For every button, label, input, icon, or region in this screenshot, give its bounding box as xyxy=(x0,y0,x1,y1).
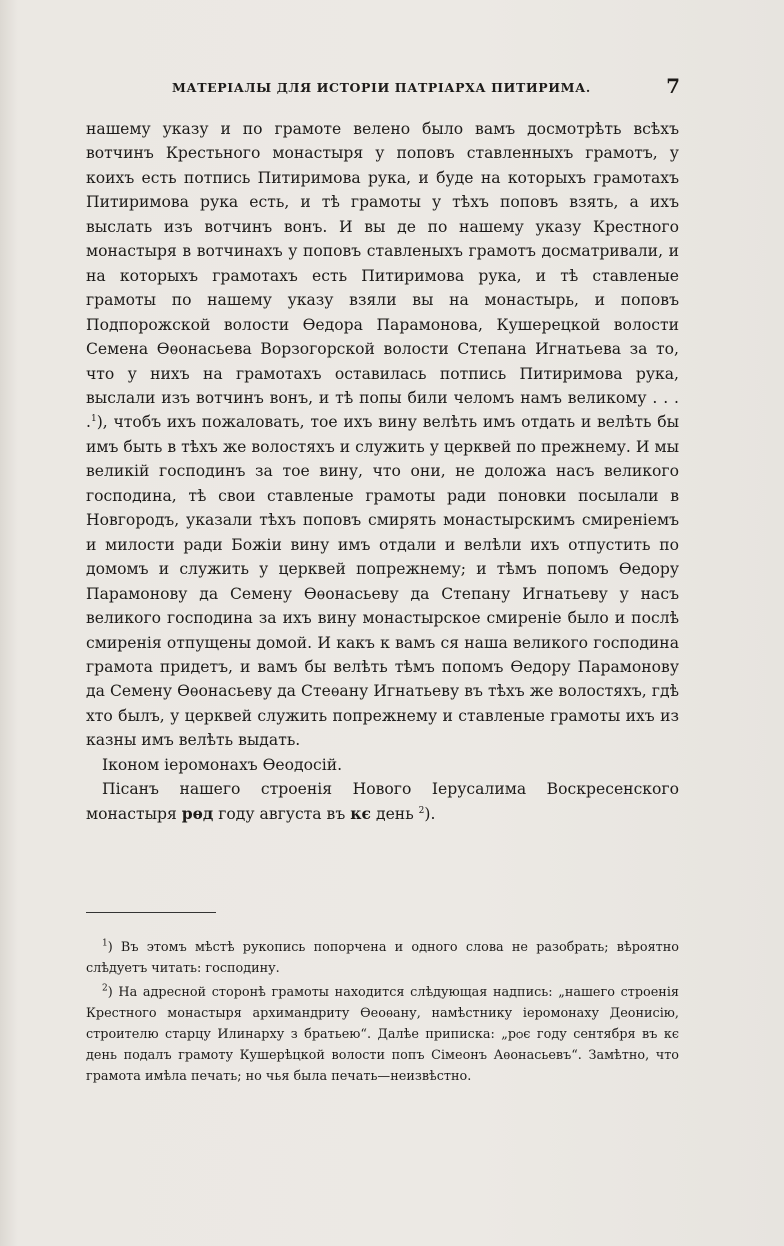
signature-line xyxy=(86,753,679,777)
footnote-1 xyxy=(86,937,679,979)
signature-text: Іконом іеромонахъ Ѳеодосій. xyxy=(102,755,343,774)
paragraph-text: ), чтобъ ихъ пожаловать, тое ихъ вину велѣть имъ отдать и велѣть бы имъ быть в тѣхъ же волостяхъ и служить у церквей по прежнему. И мы великій господинъ за тое вину, что они, не доложа насъ великого господина, тѣ свои ставленые грамоты ради поновки посылали в Новгородъ, указали тѣхъ поповъ смирять монастырскимъ смиреніемъ и милости ради Божіи вину имъ отдали и велѣли ихъ отпустить по домомъ и служить у церквей попрежнему; и тѣмъ попомъ Ѳедору Парамонову да Семену Ѳѳонасьеву да Степану Игнатьеву у насъ великого господина за ихъ вину монастырское смиреніе было и послѣ смиренія отпущены домой. И какъ к вамъ ся наша великого господина грамота придетъ, и вамъ бы велѣть тѣмъ попомъ Ѳедору Парамонову да Семену Ѳѳонасьеву да Стеѳану Игнатьеву въ тѣхъ же волостяхъ, гдѣ хто былъ, у церквей служить попрежнему и ставленые грамоты ихъ из казны имъ велѣть выдать. xyxy=(86,413,679,750)
page-number: 7 xyxy=(666,74,680,98)
footnote-text: ) На адресной сторонѣ грамоты находится слѣдующая надпись: „нашего строенія Крестного монастыря архимандриту Ѳеоѳану, намѣстнику іеромонаху Деонисію, строителю старцу Илинарху з братьею“. Далѣе приписка: „рѻє году сентября въ кє день подалъ грамоту Кушерѣцкой волости попъ Сімеонъ Аѳонасьевъ“. Замѣтно, что грамота имѣла печать; но чья была печать—неизвѣстно. xyxy=(86,985,679,1084)
running-title: МАТЕРІАЛЫ ДЛЯ ИСТОРІИ ПАТРІАРХА ПИТИРИМА. xyxy=(172,80,591,95)
dating-text: году августа въ xyxy=(218,804,346,823)
page-header xyxy=(60,74,686,104)
dating-text: Піcанъ нашего строенія Нового Іерусалима Воскресенского монастыря xyxy=(86,780,679,823)
footnote-mark: 2 xyxy=(102,983,108,994)
footnote-ref: 1 xyxy=(90,414,97,425)
footnote-mark: 1 xyxy=(102,938,108,949)
paragraph xyxy=(86,117,679,753)
footnote-2 xyxy=(86,982,679,1087)
dating-text: день xyxy=(375,804,414,823)
footnote-ref: 2 xyxy=(418,805,425,816)
day-numeral: кє xyxy=(350,803,371,823)
dating-text: ). xyxy=(424,804,436,823)
footnotes xyxy=(86,937,679,1090)
dating-line xyxy=(86,777,679,826)
footnote-divider xyxy=(86,912,216,913)
paragraph-text: нашему указу и по грамоте велено было вамъ досмотрѣть всѣхъ вотчинъ Крестьного монастыря у поповъ ставленныхъ грамотъ, у коихъ есть потпись Питиримова рука, и буде на которыхъ грамотахъ Питиримова рука есть, и тѣ грамоты у тѣхъ поповъ взять, а ихъ выслать изъ вотчинъ вонъ. И вы де по нашему указу Крестного монастыря в вотчинахъ у поповъ ставленыхъ грамотъ досматривали, и на которыхъ грамотахъ есть Питиримова рука, и тѣ ставленые грамоты по нашему указу взяли вы на монастырь, и поповъ Подпорожской волости Ѳедора Парамонова, Кушерецкой волости Семена Ѳѳонасьева Ворзогорской волости Степана Игнатьева за то, что у нихъ на грамотахъ оставилась потпись Питиримова рука, выслали изъ вотчинъ вонъ, и тѣ попы били челомъ намъ великому . . . . xyxy=(86,120,679,432)
body-text xyxy=(86,117,679,826)
year-numeral: рѳд xyxy=(181,803,214,823)
footnote-text: ) Въ этомъ мѣстѣ рукопись попорчена и одного слова не разобрать; вѣроятно слѣдуетъ читать: господину. xyxy=(86,940,679,976)
